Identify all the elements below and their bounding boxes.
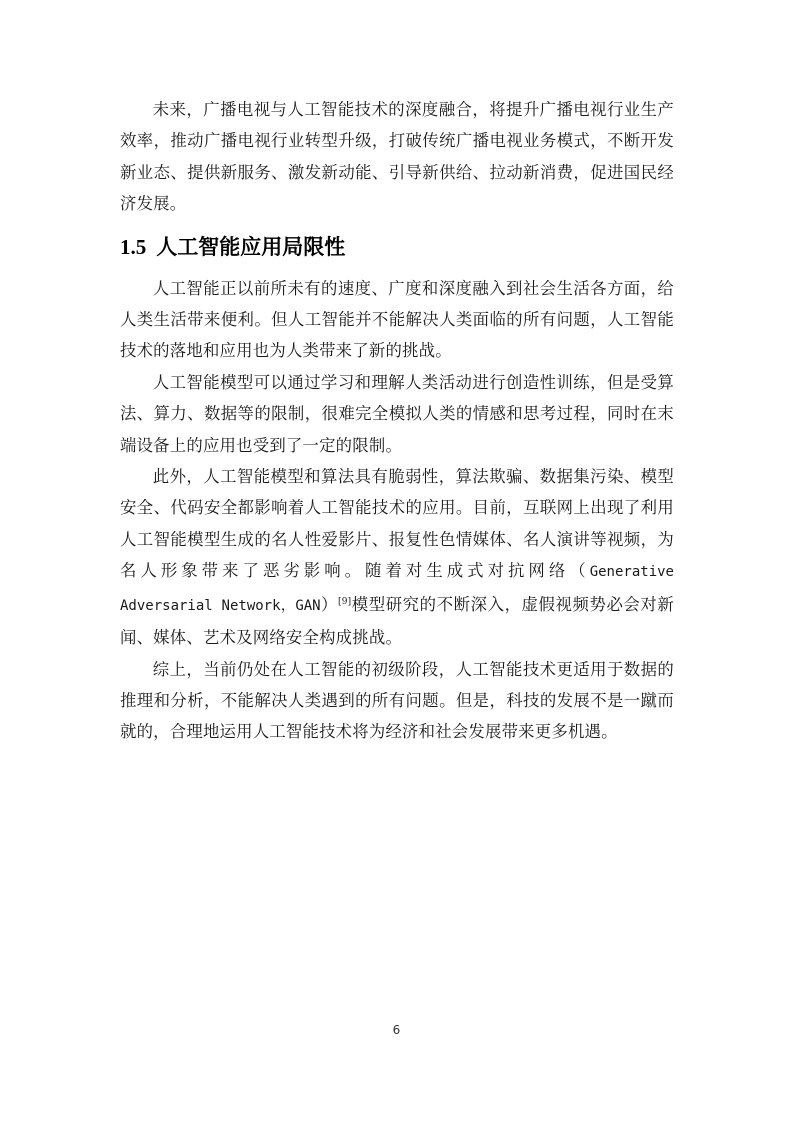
document-body [120, 94, 674, 748]
gan-close-paren: ） [320, 594, 338, 614]
citation-reference[interactable]: [9] [337, 596, 352, 607]
gan-term: Generative Adversarial Network，GAN [120, 564, 674, 614]
paragraph-ai-integration: 人工智能正以前所未有的速度、广度和深度融入到社会生活各方面，给人类生活带来便利。但人工智能并不能解决人类面临的所有问题，人工智能技术的落地和应用也为人类带来了新的挑战。 [120, 278, 674, 361]
section-heading [120, 230, 674, 264]
paragraph-ai-vulnerability [120, 461, 674, 653]
gan-text-after: 模型研究的不断深入，虚假视频势必会对新闻、媒体、艺术及网络安全构成挑战。 [120, 594, 674, 648]
conclusion-paragraph: 综上，当前仍处在人工智能的初级阶段，人工智能技术更适用于数据的推理和分析，不能解决人类遇到的所有问题。但是，科技的发展不是一蹴而就的，合理地运用人工智能技术将为经济和社会发展带来更多机遇。 [120, 659, 674, 742]
section-title: 人工智能应用局限性 [156, 234, 346, 259]
intro-paragraph: 未来，广播电视与人工智能技术的深度融合，将提升广播电视行业生产效率，推动广播电视行业转型升级，打破传统广播电视业务模式，不断开发新业态、提供新服务、激发新动能、引导新供给、拉动新消费，促进国民经济发展。 [120, 100, 674, 214]
page-number: 6 [392, 1023, 401, 1037]
paragraph-ai-limitations: 人工智能模型可以通过学习和理解人类活动进行创造性训练，但是受算法、算力、数据等的限制，很难完全模拟人类的情感和思考过程，同时在末端设备上的应用也受到了一定的限制。 [120, 372, 674, 455]
section-number: 1.5 [120, 234, 147, 259]
gan-text-before: 此外，人工智能模型和算法具有脆弱性，算法欺骗、数据集污染、模型安全、代码安全都影响着人工智能技术的应用。目前，互联网上出现了利用人工智能模型生成的名人性爱影片、报复性色情媒体、名人演讲等视频，为名人形象带来了恶劣影响。随着对生成式对抗网络（ [120, 467, 674, 581]
